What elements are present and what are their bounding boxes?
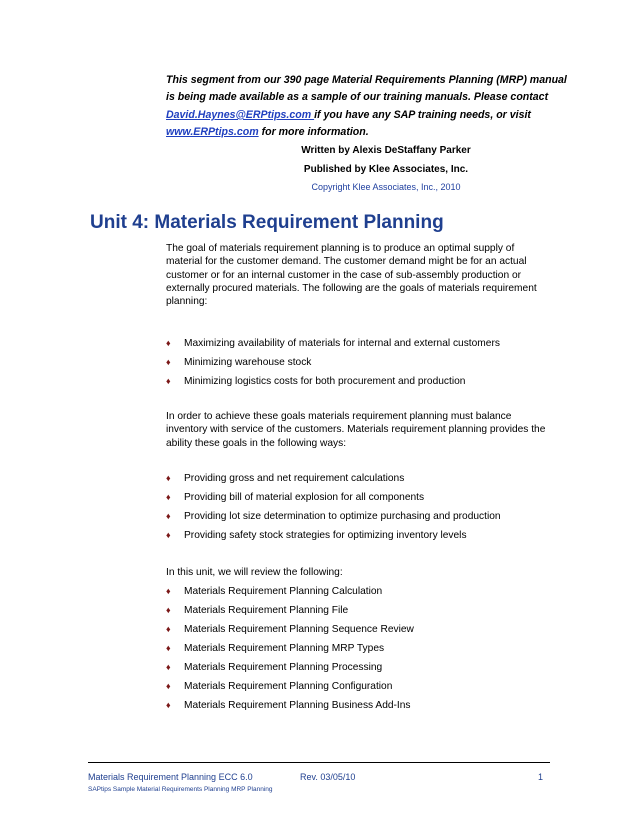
unit-title: Unit 4: Materials Requirement Planning: [90, 212, 444, 233]
diamond-bullet-icon: ♦: [166, 376, 171, 386]
diamond-bullet-icon: ♦: [166, 624, 171, 634]
list-item: ♦ Materials Requirement Planning Configuration: [166, 681, 393, 692]
goals-list: [166, 337, 566, 394]
diamond-bullet-icon: ♦: [166, 586, 171, 596]
email-link[interactable]: David.Haynes@ERPtips.com: [166, 108, 315, 121]
list-item: ♦ Providing gross and net requirement calculations: [166, 473, 405, 484]
diamond-bullet-icon: ♦: [166, 357, 171, 367]
footer-title: Materials Requirement Planning ECC 6.0: [88, 772, 253, 782]
published-by: Published by Klee Associates, Inc.: [303, 164, 469, 175]
intro-text-3: for more information.: [258, 126, 369, 139]
footer-divider: [88, 762, 550, 763]
list-item: ♦ Providing lot size determination to optimize purchasing and production: [166, 511, 501, 522]
intro-text-1: This segment from our 390 page Material Requirements Planning (MRP) manual is being made available as a sample of our training manuals. Please contact: [166, 74, 567, 104]
list-item: ♦ Providing bill of material explosion for all components: [166, 492, 425, 503]
list-item: ♦ Materials Requirement Planning Sequence Review: [166, 624, 414, 635]
paragraph-review: In this unit, we will review the following:: [166, 567, 343, 578]
website-link[interactable]: www.ERPtips.com: [166, 126, 259, 139]
paragraph-balance: In order to achieve these goals materials requirement planning must balance inventory with service of the customers. Materials requirement planning provides the ability these goals in the following ways:: [166, 411, 546, 449]
diamond-bullet-icon: ♦: [166, 643, 171, 653]
written-by: Written by Alexis DeStaffany Parker: [301, 145, 471, 156]
diamond-bullet-icon: ♦: [166, 338, 171, 348]
page-number: 1: [538, 772, 544, 782]
copyright: Copyright Klee Associates, Inc., 2010: [311, 182, 461, 192]
footer-revision: Rev. 03/05/10: [300, 772, 356, 782]
list-item: ♦ Providing safety stock strategies for optimizing inventory levels: [166, 530, 467, 541]
footer-subtitle: SAPtips Sample Material Requirements Planning MRP Planning: [88, 786, 273, 793]
diamond-bullet-icon: ♦: [166, 473, 171, 483]
diamond-bullet-icon: ♦: [166, 530, 171, 540]
diamond-bullet-icon: ♦: [166, 511, 171, 521]
list-item: ♦ Materials Requirement Planning Processing: [166, 662, 383, 673]
list-item: ♦ Minimizing warehouse stock: [166, 357, 312, 368]
list-item: ♦ Materials Requirement Planning Calculation: [166, 586, 383, 597]
list-item: ♦ Materials Requirement Planning MRP Types: [166, 643, 385, 654]
list-item: ♦ Minimizing logistics costs for both procurement and production: [166, 376, 466, 387]
intro-notice: [166, 72, 576, 142]
paragraph-goal: The goal of materials requirement planning is to produce an optimal supply of material for the customer demand. The customer demand might be for an actual customer or for an internal customer in the case of sub-assembly production or externally procured materials. The following are the goals of materials requirement planning:: [166, 243, 537, 308]
ways-list: [166, 472, 566, 548]
diamond-bullet-icon: ♦: [166, 492, 171, 502]
diamond-bullet-icon: ♦: [166, 681, 171, 691]
list-item: ♦ Materials Requirement Planning File: [166, 605, 349, 616]
intro-text-2: if you have any SAP training needs, or visit: [314, 108, 531, 121]
diamond-bullet-icon: ♦: [166, 605, 171, 615]
list-item: ♦ Materials Requirement Planning Business Add-Ins: [166, 700, 411, 711]
list-item: ♦ Maximizing availability of materials for internal and external customers: [166, 338, 500, 349]
review-list: [166, 585, 566, 718]
diamond-bullet-icon: ♦: [166, 700, 171, 710]
diamond-bullet-icon: ♦: [166, 662, 171, 672]
